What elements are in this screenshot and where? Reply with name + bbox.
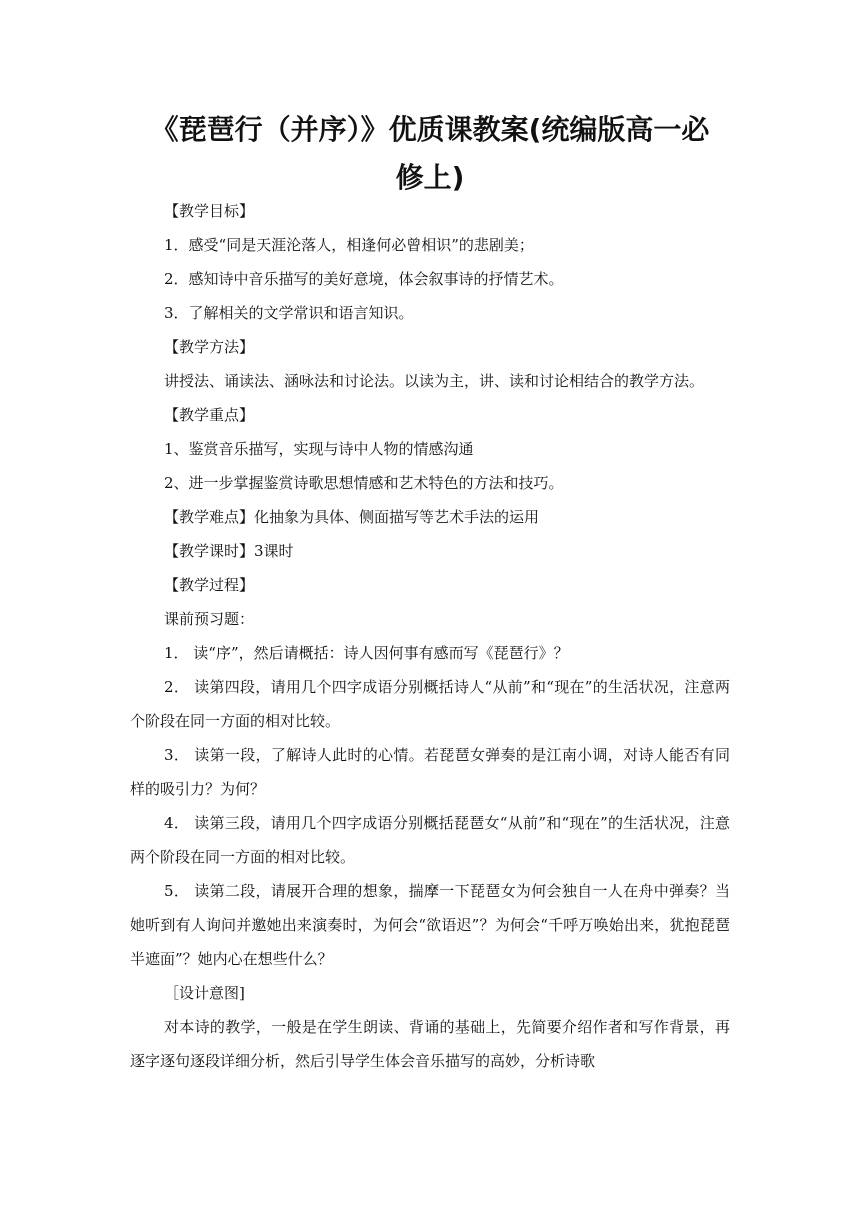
key-point-item-1: 1、鉴赏音乐描写，实现与诗中人物的情感沟通: [164, 440, 474, 458]
preview-question-4: 4． 读第三段，请用几个四字成语分别概括琵琶女“从前”和“现在”的生活状况，注意两个阶段在同一方面的相对比较。: [130, 814, 730, 866]
document-body: [130, 194, 730, 1078]
methods-paragraph: 讲授法、诵读法、涵咏法和讨论法。以读为主，讲、读和讨论相结合的教学方法。: [164, 372, 705, 390]
title-line-2: 修上): [395, 161, 465, 194]
difficulty-paragraph: 【教学难点】化抽象为具体、侧面描写等艺术手法的运用: [164, 508, 540, 526]
preview-question-5: 5． 读第二段，请展开合理的想象，揣摩一下琵琶女为何会独自一人在舟中弹奏？当她听到有人询问并邀她出来演奏时，为何会“欲语迟”？为何会“千呼万唤始出来，犹抱琵琶半遮面”？她内心在想些什么？: [130, 882, 730, 968]
design-intent-paragraph: 对本诗的教学，一般是在学生朗读、背诵的基础上，先简要介绍作者和写作背景，再逐字逐句逐段详细分析，然后引导学生体会音乐描写的高妙，分析诗歌: [130, 1018, 730, 1070]
key-point-item-2: 2、进一步掌握鉴赏诗歌思想情感和艺术特色的方法和技巧。: [164, 474, 564, 492]
design-intent-heading: ［设计意图]: [164, 984, 245, 1002]
objective-item-1: 1．感受“同是天涯沦落人，相逢何必曾相识”的悲剧美；: [164, 236, 534, 254]
preview-question-3: 3． 读第一段，了解诗人此时的心情。若琵琶女弹奏的是江南小调，对诗人能否有同样的吸引力？为何？: [130, 746, 730, 798]
preview-questions-heading: 课前预习题：: [164, 610, 255, 628]
section-heading-key-points: 【教学重点】: [164, 406, 255, 424]
objective-item-2: 2．感知诗中音乐描写的美好意境，体会叙事诗的抒情艺术。: [164, 270, 564, 288]
class-hours-paragraph: 【教学课时】3课时: [164, 542, 294, 560]
section-heading-methods: 【教学方法】: [164, 338, 255, 356]
preview-question-2: 2． 读第四段，请用几个四字成语分别概括诗人“从前”和“现在”的生活状况，注意两个阶段在同一方面的相对比较。: [130, 678, 730, 730]
preview-question-1: 1． 读“序”，然后请概括：诗人因何事有感而写《琵琶行》？: [164, 644, 569, 662]
title-line-1: 《琵琶行（并序）》优质课教案(统编版高一必: [150, 113, 710, 146]
section-heading-objectives: 【教学目标】: [164, 202, 255, 220]
section-heading-process: 【教学过程】: [164, 576, 255, 594]
objective-item-3: 3．了解相关的文学常识和语言知识。: [164, 304, 414, 322]
document-title: [130, 106, 730, 202]
